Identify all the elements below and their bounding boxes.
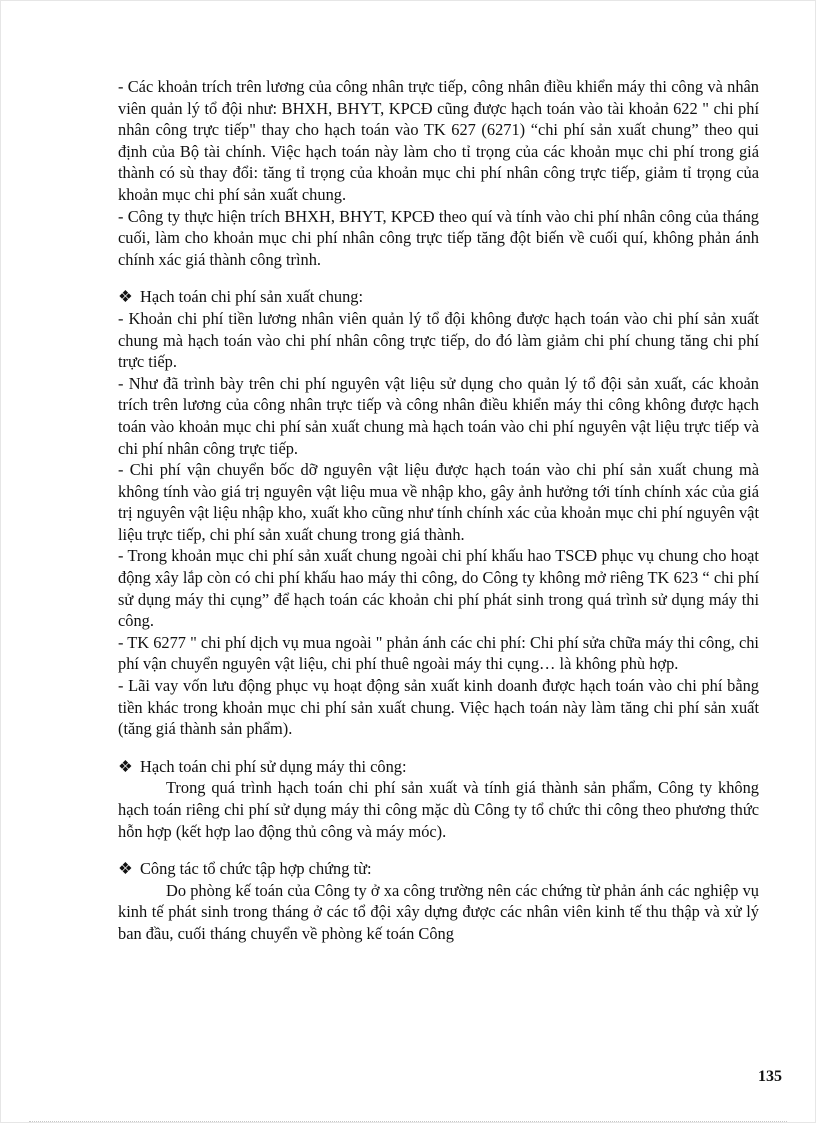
paragraph-machine-costs: Trong quá trình hạch toán chi phí sản xuất và tính giá thành sản phẩm, Công ty không hạch toán riêng chi phí sử dụng máy thi công mặc dù Công ty tổ chức thi công theo phương thức hỗn hợp (kết hợp lao động thủ công và máy móc). xyxy=(118,778,759,841)
page-number: 135 xyxy=(758,1068,782,1085)
heading-text: Công tác tổ chức tập hợp chứng từ: xyxy=(140,859,372,879)
paragraph-depreciation: - Trong khoản mục chi phí sản xuất chung ngoài chi phí khấu hao TSCĐ phục vụ chung cho hoạt động xây lắp còn có chi phí khấu hao máy thi công, do Công ty không mở riêng TK 623 “ chi phí sử dụng máy thi cụng” để hạch toán các khoản chi phí phát sinh trong quá trình sử dụng máy thi công. xyxy=(118,546,759,631)
paragraph-document-collection: Do phòng kế toán của Công ty ở xa công trường nên các chứng từ phản ánh các nghiệp vụ kinh tế phát sinh trong tháng ở các tổ đội xây dựng được các nhân viên kinh tế thu thập và xử lý ban đầu, cuối tháng chuyển về phòng kế toán Công xyxy=(118,880,759,943)
footer-divider xyxy=(29,1121,787,1122)
paragraph-quarterly-deductions: - Công ty thực hiện trích BHXH, BHYT, KPCĐ theo quí và tính vào chi phí nhân công của tháng cuối, làm cho khoản mục chi phí nhân công trực tiếp tăng đột biến về cuối quí, không phản ánh chính xác giá thành công trình. xyxy=(118,206,759,269)
paragraph-manager-salary: - Khoản chi phí tiền lương nhân viên quản lý tổ đội không được hạch toán vào chi phí sản xuất chung mà hạch toán vào chi phí nhân công trực tiếp, do đó làm giảm chi phí chung tăng chi phí trực tiếp. xyxy=(118,308,759,372)
paragraph-payroll-deductions: - Các khoản trích trên lương của công nhân trực tiếp, công nhân điều khiển máy thi công và nhân viên quản lý tổ đội như: BHXH, BHYT, KPCĐ cũng được hạch toán vào tài khoản 622 " chi phí nhân công trực tiếp" thay cho hạch toán vào TK 627 (6271) “chi phí sản xuất chung” theo qui định của Bộ tài chính. Việc hạch toán này làm cho tỉ trọng của các khoản mục chi phí trong giá thành có sù thay đổi: tăng tỉ trọng của khoản mục chi phí nhân công trực tiếp, giảm tỉ trọng của khoản mục chi phí sản xuất chung. xyxy=(118,77,759,204)
page-body xyxy=(118,76,759,945)
heading-text: Hạch toán chi phí sản xuất chung: xyxy=(140,287,364,307)
paragraph-transport-costs: - Chi phí vận chuyển bốc dỡ nguyên vật liệu được hạch toán vào chi phí sản xuất chung mà không tính vào giá trị nguyên vật liệu mua về nhập kho, gây ảnh hưởng tới tính chính xác của giá trị nguyên vật liệu nhập kho, xuất kho cũng như tính chính xác của khoản mục chi phí nguyên vật liệu trực tiếp, chi phí sản xuất chung trong giá thành. xyxy=(118,460,759,544)
diamond-bullet-icon: ❖ xyxy=(118,859,133,879)
paragraph-tk-6277: - TK 6277 " chi phí dịch vụ mua ngoài " phản ánh các chi phí: Chi phí sửa chữa máy thi công, chi phí vận chuyển nguyên vật liệu, chi phí thuê ngoài máy thi cụng… là không phù hợp. xyxy=(118,632,759,674)
paragraph-loan-interest: - Lãi vay vốn lưu động phục vụ hoạt động sản xuất kinh doanh được hạch toán vào chi phí bằng tiền khác trong khoản mục chi phí sản xuất chung. Việc hạch toán này làm tăng chi phí sản xuất (tăng giá thành sản phẩm). xyxy=(118,676,759,739)
paragraph-materials-management: - Như đã trình bày trên chi phí nguyên vật liệu sử dụng cho quản lý tổ đội sản xuất, các khoản trích trên lương của công nhân trực tiếp và công nhân điều khiển máy thi công không được hạch toán vào khoản mục chi phí sản xuất chung mà hạch toán vào chi phí nguyên vật liệu trực tiếp và chi phí nhân công trực tiếp. xyxy=(118,373,759,458)
heading-text: Hạch toán chi phí sử dụng máy thi công: xyxy=(140,756,407,776)
section-heading-general-production-costs xyxy=(118,286,759,308)
diamond-bullet-icon: ❖ xyxy=(118,756,133,776)
diamond-bullet-icon: ❖ xyxy=(118,287,133,307)
section-heading-machine-costs xyxy=(118,756,759,778)
section-heading-document-collection xyxy=(118,858,759,880)
